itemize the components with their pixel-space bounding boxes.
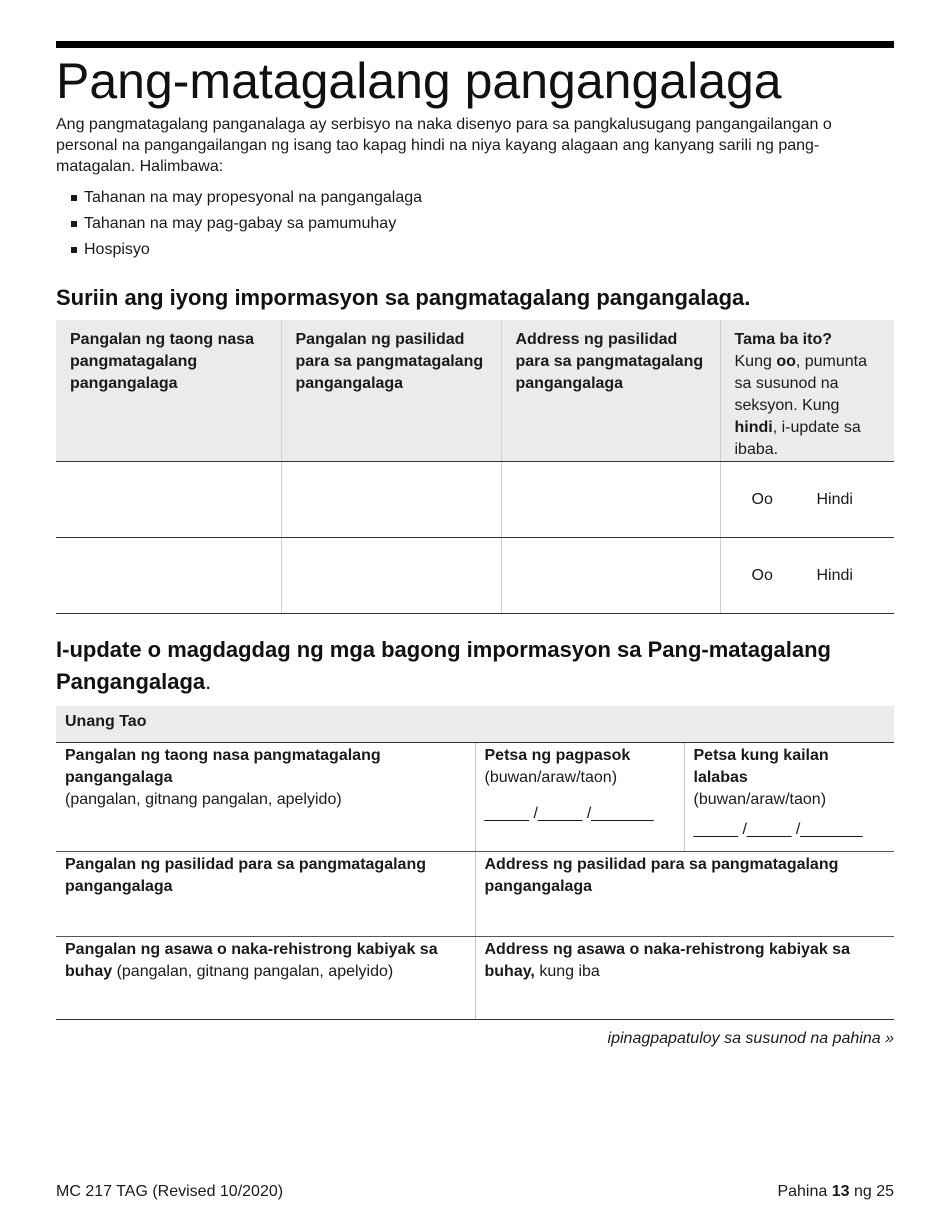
bullet-square-icon (71, 195, 77, 201)
page-title: Pang-matagalang pangangalaga (56, 53, 782, 109)
col-is-correct: Tama ba ito? Kung oo, pumunta sa susunod na seksyon. Kung hindi, i-update sa ibaba. (720, 320, 894, 462)
bullet-square-icon (71, 221, 77, 227)
list-item: Tahanan na may propesyonal na pangangalaga (56, 187, 422, 213)
facility-name-field[interactable]: Pangalan ng pasilidad para sa pangmatagalang pangangalaga (56, 852, 475, 937)
exit-date-blank: _____ /_____ /_______ (693, 821, 863, 838)
yes-no-cell (720, 462, 894, 538)
form-id: MC 217 TAG (Revised 10/2020) (56, 1183, 284, 1200)
continued-note: ipinagpapatuloy sa susunod na pahina » (607, 1030, 894, 1047)
spouse-name-field[interactable]: Pangalan ng asawa o naka-rehistrong kabiyak sa buhay (pangalan, gitnang pangalan, apelyido) (56, 937, 475, 1020)
person-label: Unang Tao (56, 706, 894, 743)
yes-option[interactable]: Oo (751, 490, 773, 508)
col-facility-address: Address ng pasilidad para sa pangmatagalang pangangalaga (501, 320, 720, 462)
no-option[interactable]: Hindi (816, 566, 853, 584)
facility-address-field[interactable]: Address ng pasilidad para sa pangmatagalang pangangalaga (475, 852, 894, 937)
exit-date-field[interactable]: Petsa kung kailan lalabas (buwan/araw/taon) _____ /_____ /_______ (684, 743, 894, 852)
review-heading: Suriin ang iyong impormasyon sa pangmatagalang pangangalaga. (56, 285, 751, 310)
yes-option[interactable]: Oo (751, 566, 773, 584)
form-row (56, 743, 894, 852)
intro-paragraph: Ang pangmatagalang panganalaga ay serbisyo na naka disenyo para sa pangkalusugang pangangailangan o personal na pangangailangan ng isang tao kapag hindi na niya kayang alagaan ang kanyang sarili ng pang-matagalan. Halimbawa: (56, 116, 832, 175)
bullet-square-icon (71, 247, 77, 253)
col-person-name: Pangalan ng taong nasa pangmatagalang pangangalaga (56, 320, 281, 462)
table-header-row (56, 320, 894, 462)
col-facility-name: Pangalan ng pasilidad para sa pangmatagalang pangangalaga (281, 320, 501, 462)
form-row (56, 937, 894, 1020)
yes-no-cell (720, 538, 894, 614)
form-row (56, 852, 894, 937)
list-item: Hospisyo (56, 239, 422, 265)
update-form-table (56, 706, 894, 1020)
person-name-cell[interactable] (56, 462, 281, 538)
entry-date-blank: _____ /_____ /_______ (484, 805, 654, 822)
update-heading: I-update o magdagdag ng mga bagong impormasyon sa Pang-matagalang Pangangalaga. (56, 637, 831, 694)
list-item: Tahanan na may pag-gabay sa pamumuhay (56, 213, 422, 239)
facility-address-cell[interactable] (501, 538, 720, 614)
facility-address-cell[interactable] (501, 462, 720, 538)
page-number: Pahina 13 ng 25 (777, 1183, 894, 1200)
no-option[interactable]: Hindi (816, 490, 853, 508)
person-name-field[interactable]: Pangalan ng taong nasa pangmatagalang pangangalaga (pangalan, gitnang pangalan, apelyido) (56, 743, 475, 852)
example-list (56, 187, 422, 265)
entry-date-field[interactable]: Petsa ng pagpasok (buwan/araw/taon) _____ /_____ /_______ (475, 743, 684, 852)
facility-name-cell[interactable] (281, 538, 501, 614)
table-row (56, 538, 894, 614)
person-header-row (56, 706, 894, 743)
spouse-address-field[interactable]: Address ng asawa o naka-rehistrong kabiyak sa buhay, kung iba (475, 937, 894, 1020)
person-name-cell[interactable] (56, 538, 281, 614)
review-table (56, 320, 894, 614)
top-rule (56, 41, 894, 48)
table-row (56, 462, 894, 538)
facility-name-cell[interactable] (281, 462, 501, 538)
